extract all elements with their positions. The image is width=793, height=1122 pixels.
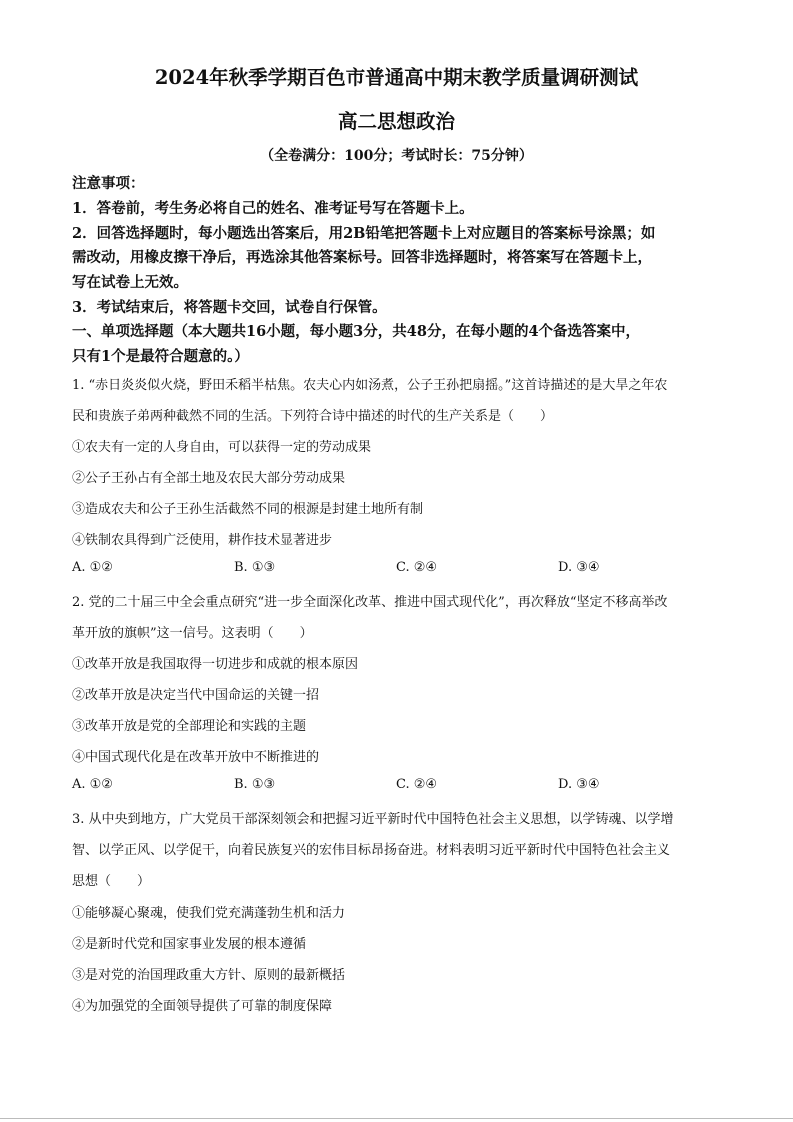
notice-item: 需改动，用橡皮擦干净后，再选涂其他答案标号。回答非选择题时，将答案写在答题卡上，	[72, 249, 652, 266]
question-2-statement: ③改革开放是党的全部理论和实践的主题	[72, 719, 307, 734]
option-a: A. ①②	[72, 777, 113, 792]
question-2-stem: 革开放的旗帜”这一信号。这表明（ ）	[72, 626, 313, 641]
question-1-stem: 民和贵族子弟两种截然不同的生活。下列符合诗中描述的时代的生产关系是（ ）	[72, 409, 554, 424]
option-a: A. ①②	[72, 560, 113, 575]
question-2-statement: ②改革开放是决定当代中国命运的关键一招	[72, 688, 320, 703]
question-3-statement: ④为加强党的全面领导提供了可靠的制度保障	[72, 999, 333, 1014]
question-3-statement: ②是新时代党和国家事业发展的根本遵循	[72, 937, 307, 952]
option-b: B. ①③	[234, 560, 276, 575]
question-1-statement: ④铁制农具得到广泛使用，耕作技术显著进步	[72, 533, 333, 548]
exam-title: 2024年秋季学期百色市普通高中期末教学质量调研测试	[154, 66, 639, 89]
option-d: D. ③④	[558, 560, 600, 575]
option-c: C. ②④	[396, 777, 438, 792]
notice-item: 3．考试结束后，将答题卡交回，试卷自行保管。	[72, 299, 387, 316]
exam-meta: （全卷满分：100分；考试时长：75分钟）	[260, 148, 533, 164]
notice-item: 写在试卷上无效。	[72, 274, 188, 291]
question-3-statement: ①能够凝心聚魂，使我们党充满蓬勃生机和活力	[72, 906, 346, 921]
notice-heading: 注意事项：	[72, 175, 145, 192]
page-bottom-divider	[0, 1118, 793, 1119]
question-1-statement: ①农夫有一定的人身自由，可以获得一定的劳动成果	[72, 440, 372, 455]
question-3-stem: 智、以学正风、以学促干，向着民族复兴的宏伟目标昂扬奋进。材料表明习近平新时代中国特色社会主义	[72, 843, 671, 858]
question-2-statement: ①改革开放是我国取得一切进步和成就的根本原因	[72, 657, 359, 672]
question-3-stem: 思想（ ）	[72, 874, 151, 889]
notice-item: 1．答卷前，考生务必将自己的姓名、准考证号写在答题卡上。	[72, 200, 474, 217]
exam-subject: 高二思想政治	[337, 110, 455, 133]
section-heading: 一、单项选择题（本大题共16小题，每小题3分，共48分，在每小题的4个备选答案中，	[72, 323, 641, 340]
option-c: C. ②④	[396, 560, 438, 575]
question-3-stem: 3. 从中央到地方，广大党员干部深刻领会和把握习近平新时代中国特色社会主义思想，以学铸魂、以学增	[72, 812, 674, 827]
option-b: B. ①③	[234, 777, 276, 792]
question-2-statement: ④中国式现代化是在改革开放中不断推进的	[72, 750, 320, 765]
option-d: D. ③④	[558, 777, 600, 792]
question-1-stem: 1. “赤日炎炎似火烧，野田禾稻半枯焦。农夫心内如汤煮，公子王孙把扇摇。”这首诗描述的是大旱之年农	[72, 378, 668, 393]
notice-item: 2．回答选择题时，每小题选出答案后，用2B铅笔把答题卡上对应题目的答案标号涂黑；如	[72, 225, 656, 242]
question-2-stem: 2. 党的二十届三中全会重点研究“进一步全面深化改革、推进中国式现代化”，再次释放“坚定不移高举改	[72, 595, 668, 610]
question-3-statement: ③是对党的治国理政重大方针、原则的最新概括	[72, 968, 346, 983]
question-1-statement: ③造成农夫和公子王孙生活截然不同的根源是封建土地所有制	[72, 502, 424, 517]
question-1-statement: ②公子王孙占有全部土地及农民大部分劳动成果	[72, 471, 346, 486]
section-heading-cont: 只有1个是最符合题意的。）	[72, 348, 249, 365]
